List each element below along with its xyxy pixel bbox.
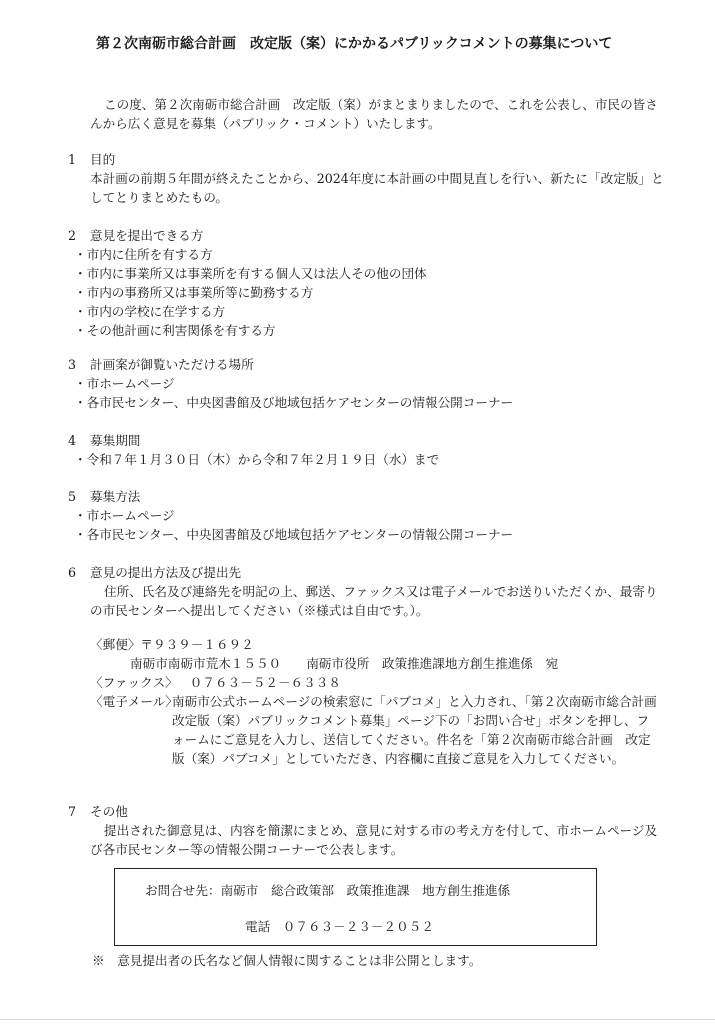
section-viewing-places [68,355,678,412]
section-body: 住所、氏名及び連絡先を明記の上、郵送、ファックス又は電子メールでお送りいただくか、最寄りの市民センターへ提出してください（※様式は自由です。）。 [90,584,658,618]
email-row [90,692,670,768]
section-number: 3 [68,357,77,372]
list-item: ・ 市内に事業所又は事業所を有する個人又は法人その他の団体 [78,264,678,283]
postal-label: 〈郵便〉 [90,637,141,652]
section-heading: 募集期間 [90,433,141,448]
postal-row [90,635,670,654]
section-heading: 計画案が御覧いただける場所 [90,357,254,372]
section-heading: その他 [90,804,128,819]
section-heading: 募集方法 [90,489,141,504]
fax-row [90,673,670,692]
fax-label: 〈ファックス〉 [90,675,178,690]
postal-address: 南砺市南砺市荒木１５５０ 南砺市役所 政策推進課地方創生推進係 宛 [130,656,559,671]
page-title: 第２次南砺市総合計画 改定版（案）にかかるパブリックコメントの募集について [96,36,613,52]
section-heading: 意見を提出できる方 [90,228,204,243]
list-item: ・ その他計画に利害関係を有する方 [78,321,678,340]
section-period [68,431,678,469]
list-item: ・ 市内の学校に在学する方 [78,302,678,321]
list-item: ・ 各市民センター、中央図書館及び地域包括ケアセンターの情報公開コーナー [78,393,678,412]
list-item: ・ 市内に住所を有する方 [78,245,678,264]
section-purpose [68,150,678,207]
page-edge-divider [0,1019,715,1020]
section-submission [68,563,678,620]
section-heading: 意見の提出方法及び提出先 [90,565,242,580]
fax-number: ０７６３－５２－６３３８ [189,675,341,690]
intro-paragraph: この度、第２次南砺市総合計画 改定版（案）がまとまりましたので、これを公表し、市民の皆さんから広く意見を募集（パブリック・コメント）いたします。 [90,97,658,131]
section-number: 7 [68,804,77,819]
privacy-note: ※ 意見提出者の氏名など個人情報に関することは非公開とします。 [92,953,482,968]
section-number: 2 [68,228,77,243]
section-heading: 目的 [90,152,116,167]
contact-phone: 電話 ０７６３－２３－２０５２ [245,919,434,934]
section-number: 1 [68,152,77,167]
list-item: ・ 市ホームページ [78,506,678,525]
contact-department: お問合せ先：南砺市 総合政策部 政策推進課 地方創生推進係 [145,883,511,898]
section-number: 5 [68,489,77,504]
email-label: 〈電子メール〉 [90,694,178,709]
section-body: 提出された御意見は、内容を簡潔にまとめ、意見に対する市の考え方を付して、市ホームページ及び各市民センター等の情報公開コーナーで公表します。 [90,823,658,857]
section-method [68,487,678,544]
contact-box [114,868,597,946]
submission-addresses [90,635,670,768]
list-item: ・ 各市民センター、中央図書館及び地域包括ケアセンターの情報公開コーナー [78,525,678,544]
section-number: 6 [68,565,77,580]
postal-code: 〒９３９－１６９２ [140,637,254,652]
list-item: ・ 令和７年１月３０日（木）から令和７年２月１９日（水）まで [78,450,678,469]
section-other [68,802,678,859]
section-body: 本計画の前期５年間が終えたことから、2024年度に本計画の中間見直しを行い、新たに「改定版」としてとりまとめたもの。 [90,171,664,205]
list-item: ・ 市内の事務所又は事業所等に勤務する方 [78,283,678,302]
list-item: ・ 市ホームページ [78,374,678,393]
email-instructions: 南砺市公式ホームページの検索窓に「パブコメ」と入力され、「第２次南砺市総合計画 改定版（案）パブリックコメント募集」ページ下の「お問い合せ」ボタンを押し、フォームにご意見を入力し、送信してください。件名を「第２次南砺市総合計画 改定版（案）パブコメ」としていただき、内容欄に直接ご意見を入力してください。 [172,694,670,766]
section-eligible [68,226,678,340]
section-number: 4 [68,433,77,448]
